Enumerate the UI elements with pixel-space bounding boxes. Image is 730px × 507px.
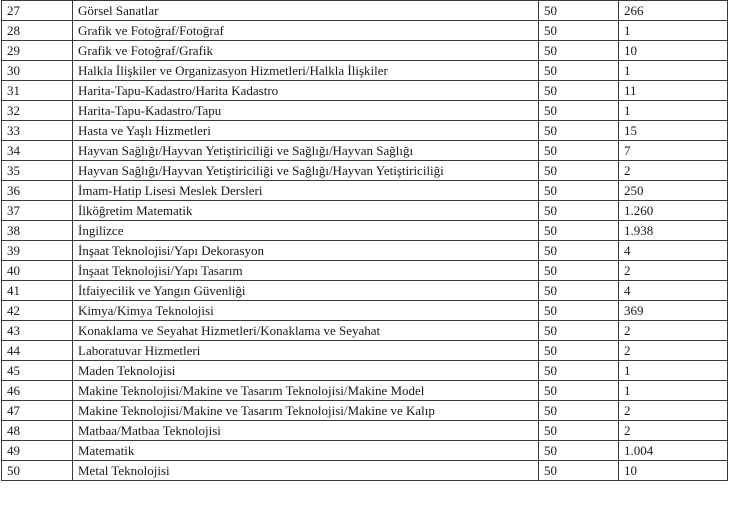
score-cell: 50 xyxy=(539,141,619,161)
count-cell: 266 xyxy=(619,1,728,21)
field-name-cell: Hayvan Sağlığı/Hayvan Yetiştiriciliği ve Sağlığı/Hayvan Yetiştiriciliği xyxy=(73,161,539,181)
table-row xyxy=(2,441,728,461)
count-cell: 4 xyxy=(619,241,728,261)
field-name-cell: Halkla İlişkiler ve Organizasyon Hizmetleri/Halkla İlişkiler xyxy=(73,61,539,81)
field-name-cell: Grafik ve Fotoğraf/Fotoğraf xyxy=(73,21,539,41)
count-cell: 11 xyxy=(619,81,728,101)
table-row xyxy=(2,1,728,21)
score-cell: 50 xyxy=(539,421,619,441)
row-number-cell: 40 xyxy=(2,261,73,281)
count-cell: 10 xyxy=(619,461,728,481)
score-cell: 50 xyxy=(539,221,619,241)
row-number-cell: 38 xyxy=(2,221,73,241)
field-name-cell: İlköğretim Matematik xyxy=(73,201,539,221)
score-cell: 50 xyxy=(539,161,619,181)
count-cell: 2 xyxy=(619,401,728,421)
field-name-cell: Harita-Tapu-Kadastro/Tapu xyxy=(73,101,539,121)
row-number-cell: 50 xyxy=(2,461,73,481)
score-cell: 50 xyxy=(539,241,619,261)
field-name-cell: Makine Teknolojisi/Makine ve Tasarım Teknolojisi/Makine ve Kalıp xyxy=(73,401,539,421)
table-row xyxy=(2,421,728,441)
field-name-cell: Kimya/Kimya Teknolojisi xyxy=(73,301,539,321)
count-cell: 1.938 xyxy=(619,221,728,241)
row-number-cell: 42 xyxy=(2,301,73,321)
count-cell: 15 xyxy=(619,121,728,141)
score-cell: 50 xyxy=(539,101,619,121)
row-number-cell: 27 xyxy=(2,1,73,21)
score-cell: 50 xyxy=(539,381,619,401)
field-name-cell: Konaklama ve Seyahat Hizmetleri/Konaklama ve Seyahat xyxy=(73,321,539,341)
count-cell: 1.260 xyxy=(619,201,728,221)
row-number-cell: 37 xyxy=(2,201,73,221)
table-row xyxy=(2,61,728,81)
table-row xyxy=(2,81,728,101)
field-name-cell: Grafik ve Fotoğraf/Grafik xyxy=(73,41,539,61)
score-cell: 50 xyxy=(539,361,619,381)
table-row xyxy=(2,181,728,201)
row-number-cell: 34 xyxy=(2,141,73,161)
row-number-cell: 39 xyxy=(2,241,73,261)
table-row xyxy=(2,121,728,141)
score-cell: 50 xyxy=(539,81,619,101)
field-name-cell: Laboratuvar Hizmetleri xyxy=(73,341,539,361)
field-name-cell: Matbaa/Matbaa Teknolojisi xyxy=(73,421,539,441)
field-name-cell: İngilizce xyxy=(73,221,539,241)
field-name-cell: İnşaat Teknolojisi/Yapı Tasarım xyxy=(73,261,539,281)
row-number-cell: 35 xyxy=(2,161,73,181)
score-cell: 50 xyxy=(539,461,619,481)
count-cell: 7 xyxy=(619,141,728,161)
score-cell: 50 xyxy=(539,41,619,61)
score-cell: 50 xyxy=(539,441,619,461)
data-table xyxy=(1,0,728,481)
field-name-cell: İnşaat Teknolojisi/Yapı Dekorasyon xyxy=(73,241,539,261)
row-number-cell: 28 xyxy=(2,21,73,41)
row-number-cell: 36 xyxy=(2,181,73,201)
score-cell: 50 xyxy=(539,301,619,321)
score-cell: 50 xyxy=(539,201,619,221)
row-number-cell: 49 xyxy=(2,441,73,461)
count-cell: 1 xyxy=(619,101,728,121)
field-name-cell: Harita-Tapu-Kadastro/Harita Kadastro xyxy=(73,81,539,101)
score-cell: 50 xyxy=(539,61,619,81)
row-number-cell: 47 xyxy=(2,401,73,421)
score-cell: 50 xyxy=(539,181,619,201)
row-number-cell: 45 xyxy=(2,361,73,381)
table-row xyxy=(2,201,728,221)
table-row xyxy=(2,241,728,261)
score-cell: 50 xyxy=(539,321,619,341)
table-row xyxy=(2,461,728,481)
field-name-cell: İtfaiyecilik ve Yangın Güvenliği xyxy=(73,281,539,301)
count-cell: 1 xyxy=(619,21,728,41)
row-number-cell: 31 xyxy=(2,81,73,101)
row-number-cell: 41 xyxy=(2,281,73,301)
field-name-cell: Görsel Sanatlar xyxy=(73,1,539,21)
table-row xyxy=(2,381,728,401)
count-cell: 2 xyxy=(619,161,728,181)
score-cell: 50 xyxy=(539,1,619,21)
field-name-cell: Makine Teknolojisi/Makine ve Tasarım Teknolojisi/Makine Model xyxy=(73,381,539,401)
count-cell: 10 xyxy=(619,41,728,61)
table-row xyxy=(2,21,728,41)
field-name-cell: Maden Teknolojisi xyxy=(73,361,539,381)
field-name-cell: Metal Teknolojisi xyxy=(73,461,539,481)
count-cell: 1 xyxy=(619,381,728,401)
table-row xyxy=(2,281,728,301)
table-row xyxy=(2,161,728,181)
count-cell: 1 xyxy=(619,361,728,381)
count-cell: 4 xyxy=(619,281,728,301)
count-cell: 2 xyxy=(619,341,728,361)
field-name-cell: Hasta ve Yaşlı Hizmetleri xyxy=(73,121,539,141)
count-cell: 1.004 xyxy=(619,441,728,461)
count-cell: 1 xyxy=(619,61,728,81)
count-cell: 369 xyxy=(619,301,728,321)
row-number-cell: 48 xyxy=(2,421,73,441)
row-number-cell: 32 xyxy=(2,101,73,121)
table-row xyxy=(2,361,728,381)
table-row xyxy=(2,301,728,321)
table-row xyxy=(2,321,728,341)
field-name-cell: Hayvan Sağlığı/Hayvan Yetiştiriciliği ve Sağlığı/Hayvan Sağlığı xyxy=(73,141,539,161)
table-row xyxy=(2,101,728,121)
table-row xyxy=(2,141,728,161)
row-number-cell: 33 xyxy=(2,121,73,141)
table-row xyxy=(2,221,728,241)
score-cell: 50 xyxy=(539,401,619,421)
score-cell: 50 xyxy=(539,261,619,281)
count-cell: 2 xyxy=(619,261,728,281)
count-cell: 2 xyxy=(619,321,728,341)
row-number-cell: 44 xyxy=(2,341,73,361)
row-number-cell: 46 xyxy=(2,381,73,401)
row-number-cell: 43 xyxy=(2,321,73,341)
score-cell: 50 xyxy=(539,121,619,141)
count-cell: 250 xyxy=(619,181,728,201)
table-body xyxy=(2,1,728,481)
table-row xyxy=(2,341,728,361)
score-cell: 50 xyxy=(539,341,619,361)
table-row xyxy=(2,261,728,281)
score-cell: 50 xyxy=(539,21,619,41)
table-row xyxy=(2,41,728,61)
count-cell: 2 xyxy=(619,421,728,441)
field-name-cell: Matematik xyxy=(73,441,539,461)
row-number-cell: 29 xyxy=(2,41,73,61)
field-name-cell: İmam-Hatip Lisesi Meslek Dersleri xyxy=(73,181,539,201)
table-row xyxy=(2,401,728,421)
score-cell: 50 xyxy=(539,281,619,301)
row-number-cell: 30 xyxy=(2,61,73,81)
